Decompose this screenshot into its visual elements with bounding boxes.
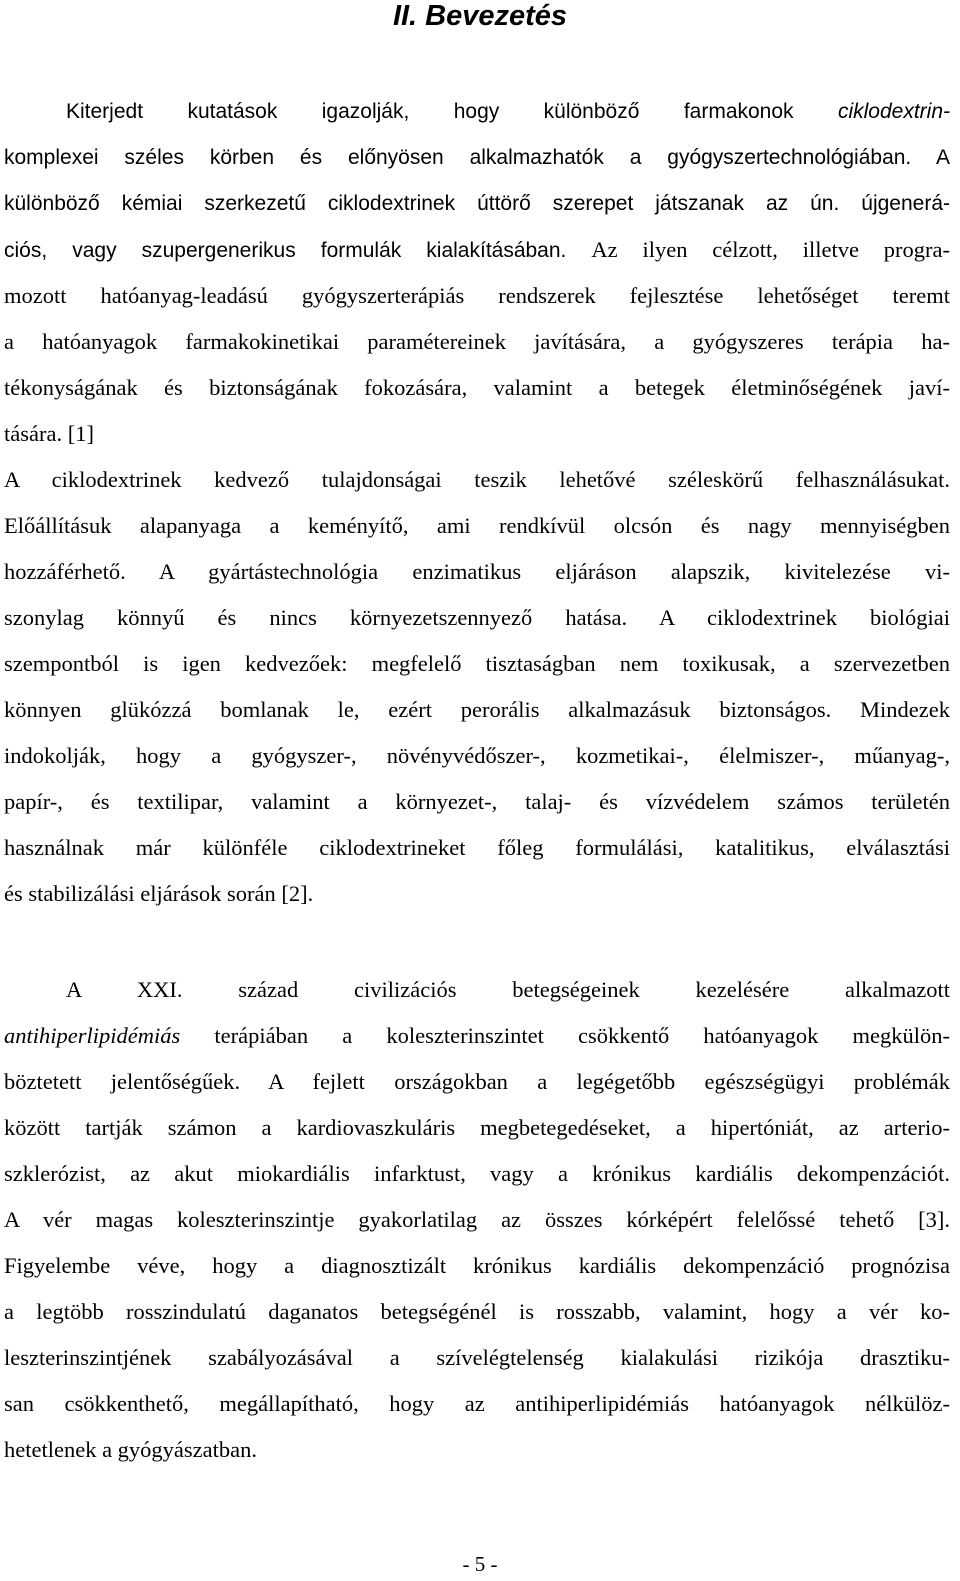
page-title: II. Bevezetés <box>392 0 568 32</box>
line-text-serif: Az ilyen célzott, illetve progra- <box>591 237 950 262</box>
paragraph-1-line-1 <box>66 98 950 126</box>
paragraph-1-line-4 <box>4 236 950 265</box>
paragraph-2-line-3: hozzáférhető. A gyártástechnológia enzimatikus eljáráson alapszik, kivitelezése vi- <box>4 559 950 584</box>
paragraph-3-line-6: A vér magas koleszterinszintje gyakorlatilag az összes kórképért felelőssé tehető [3]. <box>4 1207 950 1232</box>
page-number: - 5 - <box>462 1552 498 1576</box>
paragraph-1-line-8: tására. [1] <box>4 421 94 446</box>
line-text-sans: ciós, vagy szupergenerikus formulák kialakításában. <box>4 239 592 262</box>
paragraph-2-line-9: használnak már különféle ciklodextrineket főleg formulálási, katalitikus, elválasztási <box>4 835 950 860</box>
paragraph-3-line-11: hetetlenek a gyógyászatban. <box>4 1437 258 1462</box>
paragraph-2-line-1: A ciklodextrinek kedvező tulajdonságai teszik lehetővé széleskörű felhasználásukat. <box>4 467 950 492</box>
paragraph-3-line-9: leszterinszintjének szabályozásával a szívelégtelenség kialakulási rizikója drasztiku- <box>4 1345 950 1370</box>
paragraph-2-line-2: Előállításuk alapanyaga a keményítő, ami rendkívül olcsón és nagy mennyiségben <box>4 513 950 538</box>
paragraph-3-line-8: a legtöbb rosszindulatú daganatos betegségénél is rosszabb, valamint, hogy a vér ko- <box>4 1299 950 1324</box>
paragraph-3-line-7: Figyelembe véve, hogy a diagnosztizált krónikus kardiális dekompenzáció prognózisa <box>4 1253 950 1278</box>
paragraph-3-line-10: san csökkenthető, megállapítható, hogy az antihiperlipidémiás hatóanyagok nélkülöz- <box>4 1391 950 1416</box>
paragraph-1-line-6: a hatóanyagok farmakokinetikai paramétereinek javítására, a gyógyszeres terápia ha- <box>4 329 950 354</box>
line-text: Kiterjedt kutatások igazolják, hogy különböző farmakonok <box>66 100 838 123</box>
paragraph-1-line-7: tékonyságának és biztonságának fokozására, valamint a betegek életminőségének javí- <box>4 375 950 400</box>
paragraph-3-line-1: A XXI. század civilizációs betegségeinek kezelésére alkalmazott <box>66 977 950 1002</box>
italic-term: ciklodextrin- <box>837 100 950 123</box>
paragraph-1-line-3: különböző kémiai szerkezetű ciklodextrinek úttörő szerepet játszanak az ún. újgenerá- <box>4 192 950 215</box>
line-text: terápiában a koleszterinszintet csökkentő hatóanyagok megkülön- <box>180 1023 950 1048</box>
paragraph-2-line-5: szempontból is igen kedvezőek: megfelelő tisztaságban nem toxikusak, a szervezetben <box>4 651 950 676</box>
paragraph-3-line-5: szklerózist, az akut miokardiális infarktust, vagy a krónikus kardiális dekompenzációt. <box>4 1161 950 1186</box>
paragraph-1-line-2: komplexei széles körben és előnyösen alkalmazhatók a gyógyszertechnológiában. A <box>4 146 950 169</box>
paragraph-2-line-6: könnyen glükózzá bomlanak le, ezért perorális alkalmazásuk biztonságos. Mindezek <box>4 697 950 722</box>
paragraph-3-line-4: között tartják számon a kardiovaszkuláris megbetegedéseket, a hipertóniát, az arterio- <box>4 1115 950 1140</box>
paragraph-2-line-8: papír-, és textilipar, valamint a környezet-, talaj- és vízvédelem számos területén <box>4 789 950 814</box>
paragraph-3-line-3: böztetett jelentőségűek. A fejlett országokban a legégetőbb egészségügyi problémák <box>4 1069 950 1094</box>
paragraph-3-line-2 <box>4 1022 950 1050</box>
paragraph-1-line-5: mozott hatóanyag-leadású gyógyszerterápiás rendszerek fejlesztése lehetőséget teremt <box>4 283 950 308</box>
paragraph-2-line-4: szonylag könnyű és nincs környezetszennyező hatása. A ciklodextrinek biológiai <box>4 605 950 630</box>
italic-term: antihiperlipidémiás <box>4 1023 181 1048</box>
paragraph-2-line-10: és stabilizálási eljárások során [2]. <box>4 881 314 906</box>
paragraph-2-line-7: indokolják, hogy a gyógyszer-, növényvédőszer-, kozmetikai-, élelmiszer-, műanyag-, <box>4 743 950 768</box>
